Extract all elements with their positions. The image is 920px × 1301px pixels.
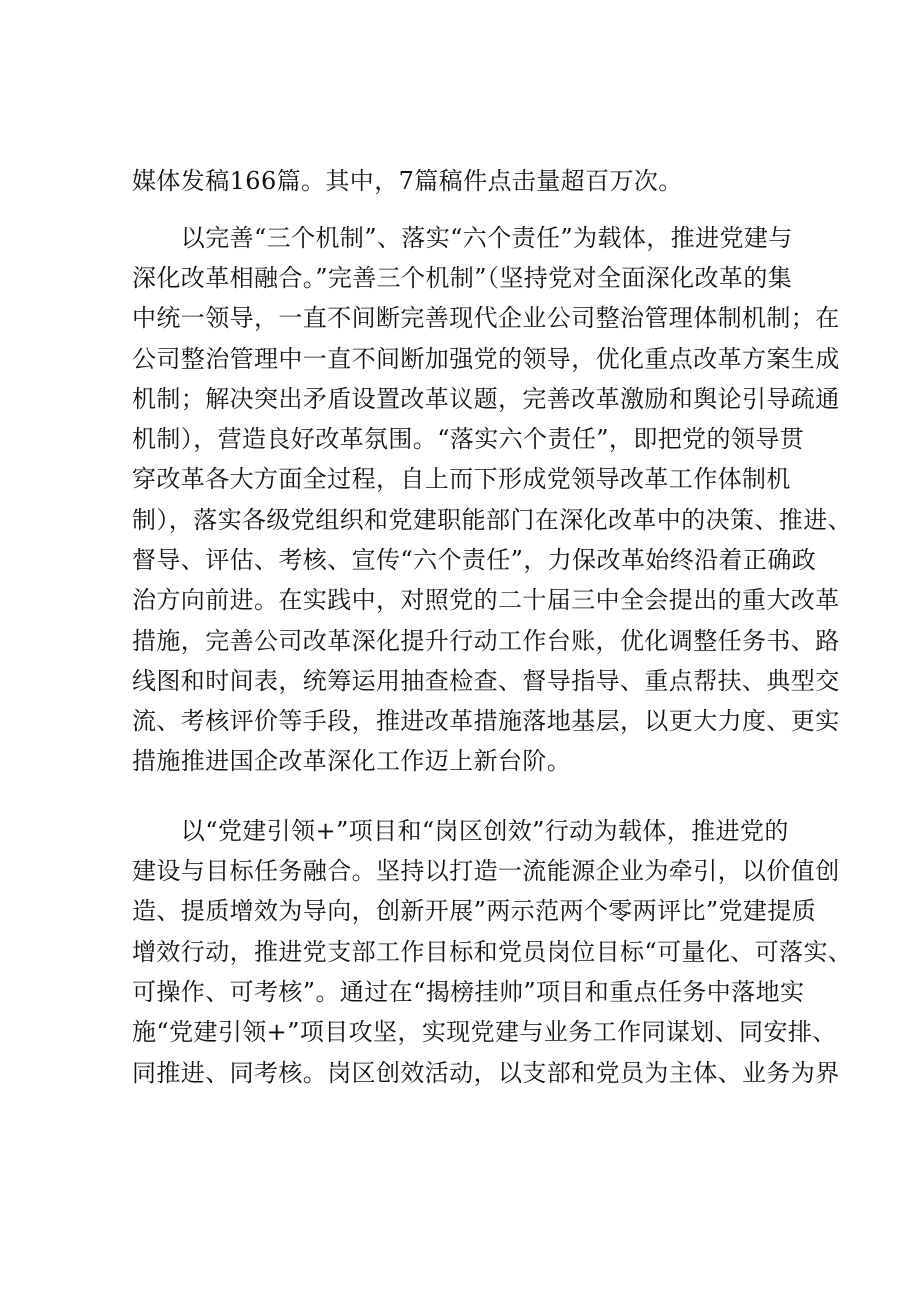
paragraph-2-line-14: 措施推进国企改革深化工作迈上新台阶。	[132, 747, 572, 775]
paragraph-2-line-9: 督导、评估、考核、宣传“六个责任”，力保改革始终沿着正确政	[132, 546, 817, 574]
paragraph-2-line-1: 以完善“三个机制”、落实“六个责任”为载体，推进党建与	[132, 224, 793, 252]
paragraph-2-line-2: 深化改革相融合。”完善三个机制”（坚持党对全面深化改革的集	[132, 264, 793, 292]
paragraph-3-line-3: 造、提质增效为导向，创新开展”两示范两个零两评比”党建提质	[132, 897, 817, 925]
paragraph-2-line-5: 机制；解决突出矛盾设置改革议题，完善改革激励和舆论引导疏通	[132, 385, 840, 413]
paragraph-2-line-8: 制），落实各级党组织和党建职能部门在深化改革中的决策、推进、	[132, 506, 852, 534]
paragraph-2-line-6: 机制），营造良好改革氛围。“落实六个责任”，即把党的领导贯	[132, 425, 805, 453]
paragraph-3-line-6: 施“党建引领+”项目攻坚，实现党建与业务工作同谋划、同安排、	[132, 1018, 837, 1046]
paragraph-3-line-2: 建设与目标任务融合。坚持以打造一流能源企业为牵引，以价值创	[132, 857, 840, 885]
paragraph-2-line-10: 治方向前进。在实践中，对照党的二十届三中全会提出的重大改革	[132, 586, 840, 614]
paragraph-2-line-7: 穿改革各大方面全过程，自上而下形成党领导改革工作体制机	[132, 465, 791, 493]
paragraph-2-line-4: 公司整治管理中一直不间断加强党的领导，优化重点改革方案生成	[132, 345, 840, 373]
paragraph-3-line-7: 同推进、同考核。岗区创效活动，以支部和党员为主体、业务为界	[132, 1059, 840, 1087]
paragraph-3-line-1: 以“党建引领+”项目和“岗区创效”行动为载体，推进党的	[132, 817, 789, 845]
paragraph-3-line-5: 可操作、可考核”。通过在“揭榜挂帅”项目和重点任务中落地实	[132, 978, 805, 1006]
paragraph-3-line-4: 增效行动，推进党支部工作目标和党员岗位目标“可量化、可落实、	[132, 938, 853, 966]
paragraph-2-line-13: 流、考核评价等手段，推进改革措施落地基层，以更大力度、更实	[132, 707, 840, 735]
paragraph-2-line-11: 措施，完善公司改革深化提升行动工作台账，优化调整任务书、路	[132, 627, 840, 655]
paragraph-2-line-12: 线图和时间表，统筹运用抽查检查、督导指导、重点帮扶、典型交	[132, 667, 840, 695]
paragraph-2-line-3: 中统一领导，一直不间断完善现代企业公司整治管理体制机制；在	[132, 304, 840, 332]
paragraph-1-line-1: 媒体发稿166篇。其中，7篇稿件点击量超百万次。	[132, 167, 683, 195]
